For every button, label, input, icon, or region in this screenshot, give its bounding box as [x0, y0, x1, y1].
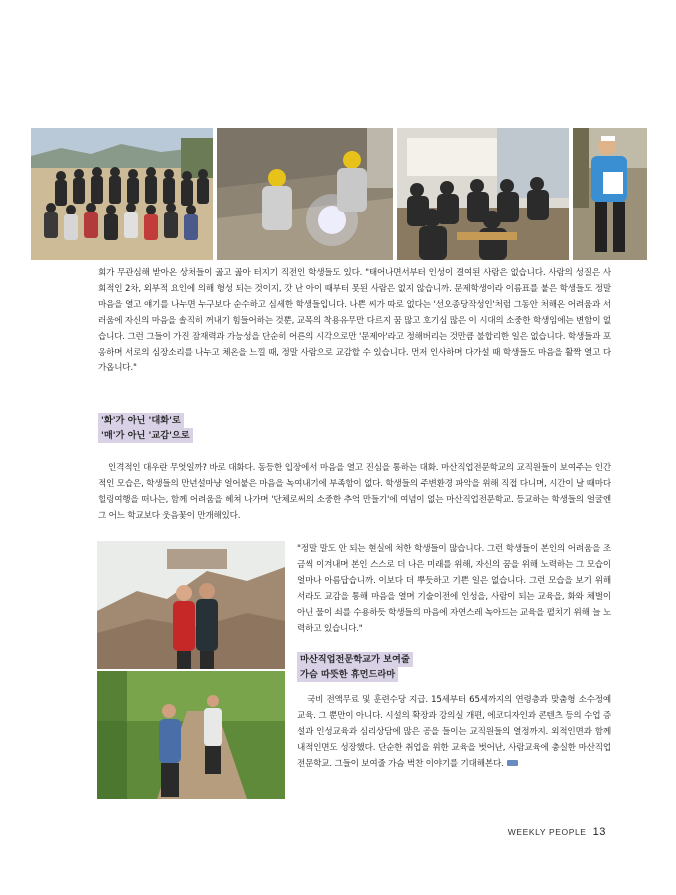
hiking-trail-photo [97, 671, 285, 799]
welding-photo [217, 128, 393, 260]
runner-photo [573, 128, 647, 260]
page-number: 13 [592, 826, 606, 838]
paragraph-closing-text: 국비 전액무료 및 훈련수당 지급. 15세부터 65세까지의 연령층과 맞춤형 소수정예교육. 그 뿐만이 아니다. 시설의 확장과 강의실 개편, 에코디자인과 콘텐츠 등의 수업 증설과 인성교육과 심리상담에 많은 공을 들이는 교직원들의 열정까지. 외적인면과 함께 내적인면도 성장했다. 단순한 취업을 위한 교육을 벗어난, 사람교육에 충실한 마산직업전문학교. 그들이 보여줄 가슴 벅찬 이야기를 기대해본다. [297, 695, 611, 769]
hiking-summit-photo [97, 541, 285, 669]
paragraph-dialogue-quote: "정말 말도 안 되는 현실에 처한 학생들이 많습니다. 그런 학생들이 본인의 어려움을 조금씩 이겨내며 본인 스스로 더 나은 미래를 위해, 자신의 꿈을 위해 노력하는 그 모습이 얼마나 아름답습니까. 이보다 더 뿌듯하고 기쁜 일은 없습니다. 그런 모습을 보기 위해서라도 교감을 통해 마음을 열며 기술이전에 인성을, 사람이 되는 교육을, 화와 체벌이 아닌 물이 쇠를 수용하듯 학생들의 마음에 자연스레 녹아드는 교육을 펼치기 위해 늘 노력하고 있습니다." [297, 544, 611, 634]
magazine-logo-icon [507, 760, 518, 766]
paragraph-dialogue: 인격적인 대우란 무엇일까? 바로 대화다. 동등한 입장에서 마음을 열고 진심을 통하는 대화. 마산직업전문학교의 교직원들이 보여주는 인간적인 모습은, 학생들의 만년설마냥 얼어붙은 마음을 녹여내기에 부족함이 없다. 학생들의 주변환경 파악을 위해 직접 다니며, 시간이 날 때마다 힐링여행을 떠나는, 함께 어려움을 헤쳐 나가며 '단체로써의 소중한 추억 만들기'에 여념이 없는 마산직업전문학교. 등교하는 학생들의 얼굴엔 그 어느 학교보다 웃음꽃이 만개해있다. [98, 463, 611, 521]
subheading-dialogue-line1: '화'가 아닌 '대화'로 [98, 413, 184, 428]
magazine-name: WEEKLY PEOPLE [507, 827, 587, 837]
paragraph-closing [297, 693, 611, 773]
subheading-dialogue-line2: '매'가 아닌 '교감'으로 [98, 428, 193, 443]
subheading-humandrama-line1: 마산직업전문학교가 보여줄 [297, 652, 413, 667]
subheading-humandrama-line2: 가슴 따뜻한 휴먼드라마 [297, 667, 398, 682]
classroom-photo [397, 128, 569, 260]
group-photo [31, 128, 213, 260]
subheading-humandrama [297, 652, 413, 682]
intro-paragraph: 회가 무관심해 받아온 상처들이 곪고 곪아 터지기 직전인 학생들도 있다. "태어나면서부터 인성이 결여된 사람은 없습니다. 사람의 성질은 사회적인 2차, 외부적 요인에 의해 형성 되는 것이지, 갓 난 아이 때부터 못된 사람은 없지 않습니까. 문제학생이라 이름표를 붙은 학생들도 정말 마음을 열고 얘기를 나누면 누구보다 순수하고 심세한 학생들입니다. 나쁜 씨가 따로 없다는 '선오종당작성인'처럼 그동안 처해온 어려움과 서러움에 자신의 마음을 솔직히 꺼내기 힘들어하는 것뿐, 교목의 착용유무만 다르지 꿈 많고 호기심 많은 이 시대의 소중한 학생임에는 변함이 없습니다. 그런 그들이 가진 잠재력과 가능성을 단순히 어른의 시각으로만 '문제아'라고 정해버리는 것만큼 불합리한 일은 없습니다. 학생들과 포옹하며 서로의 심장소리를 나누고 체온을 느낄 때, 정말 사람으로 교감할 수 있습니다. 먼저 인사하며 다가설 때 학생들도 마음을 활짝 열고 다가옵니다." [98, 268, 611, 374]
page-footer [508, 826, 606, 838]
subheading-dialogue [98, 413, 193, 443]
